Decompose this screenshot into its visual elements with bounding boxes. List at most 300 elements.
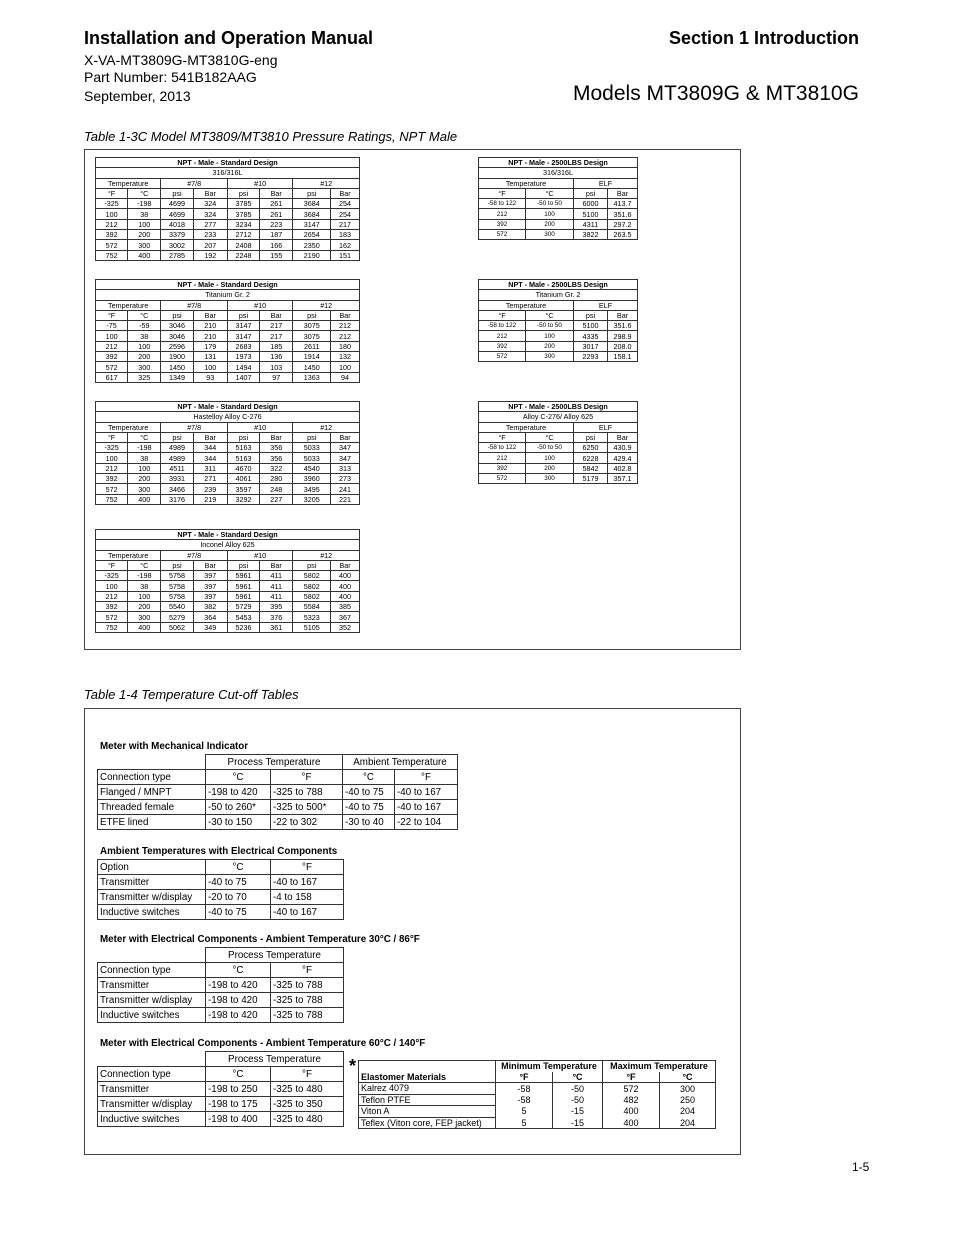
table-cell: 100 xyxy=(128,591,161,601)
table-cell: -58 xyxy=(496,1083,553,1095)
table-cell: 1349 xyxy=(161,372,193,382)
table-cell: 263.5 xyxy=(608,230,638,240)
group-header: ELF xyxy=(574,178,638,188)
table-cell: 311 xyxy=(193,463,227,473)
group-header: Temperature xyxy=(479,422,574,432)
min-temp-header: Minimum Temperature xyxy=(496,1061,603,1072)
table-cell: 5961 xyxy=(227,581,259,591)
table-cell: 411 xyxy=(260,581,293,591)
col-header: °C xyxy=(206,963,271,978)
table-cell: 200 xyxy=(128,602,161,612)
table-cell: 572 xyxy=(479,352,526,362)
table-cell: -50 to 50 xyxy=(526,199,574,209)
table-cell: 248 xyxy=(260,484,293,494)
unit-header: °F xyxy=(96,560,128,570)
table-cell: 5100 xyxy=(574,321,608,331)
table-row xyxy=(98,1082,344,1097)
table-row xyxy=(98,1112,344,1127)
table-cell: 1914 xyxy=(293,352,331,362)
table-cell: 5033 xyxy=(293,443,331,453)
table-cell: 2683 xyxy=(227,341,259,351)
unit-header: °F xyxy=(603,1072,660,1083)
col-header: Connection type xyxy=(98,963,206,978)
table-cell: 261 xyxy=(260,199,293,209)
table-cell: 212 xyxy=(96,341,128,351)
table-cell: 158.1 xyxy=(608,352,638,362)
table-cell: 3147 xyxy=(227,331,259,341)
table-cell: 572 xyxy=(479,230,526,240)
table-cell: 3046 xyxy=(161,321,193,331)
table-cell: 3379 xyxy=(161,230,193,240)
table-cell: 3205 xyxy=(293,494,331,504)
table-cell: 212 xyxy=(479,331,526,341)
table-cell: 364 xyxy=(193,612,227,622)
table-cell: 2248 xyxy=(227,250,259,260)
table-cell: 5163 xyxy=(227,443,259,453)
table-cell: 3075 xyxy=(293,331,331,341)
table-cell: 4699 xyxy=(161,209,193,219)
unit-header: Bar xyxy=(608,432,638,442)
table-row xyxy=(96,463,360,473)
table-row xyxy=(98,815,458,830)
table-cell: 212 xyxy=(96,463,128,473)
blank-cell xyxy=(98,755,206,770)
table-cell: 300 xyxy=(526,230,574,240)
table-cell: 38 xyxy=(128,581,161,591)
table-cell: 151 xyxy=(331,250,360,260)
table-cell: -15 xyxy=(553,1106,603,1118)
table-row xyxy=(98,993,344,1008)
table-title: NPT - Male - 2500LBS Design xyxy=(479,402,638,412)
table-cell: 6250 xyxy=(574,443,608,453)
table-cell: -40 to 75 xyxy=(206,905,271,920)
table-cell: 200 xyxy=(128,230,161,240)
table-cell: -15 xyxy=(553,1117,603,1129)
unit-header: Bar xyxy=(331,310,360,320)
table-cell: 300 xyxy=(128,612,161,622)
table-cell: 5802 xyxy=(293,591,331,601)
col-header: Connection type xyxy=(98,770,206,785)
table-cell: -50 to 50 xyxy=(526,321,574,331)
unit-header: Bar xyxy=(260,310,293,320)
table-cell: 100 xyxy=(96,209,128,219)
table-cell: 204 xyxy=(660,1117,716,1129)
publication-date: September, 2013 xyxy=(84,88,191,104)
table-row xyxy=(96,199,360,209)
table-cell: 132 xyxy=(331,352,360,362)
table-cell: 5842 xyxy=(574,463,608,473)
unit-header: psi xyxy=(574,188,608,198)
process-temp-header: Process Temperature xyxy=(206,1052,344,1067)
unit-header: Bar xyxy=(331,188,360,198)
table-cell: 300 xyxy=(660,1083,716,1095)
table-cell: 2654 xyxy=(293,230,331,240)
table-cell: 5540 xyxy=(161,602,193,612)
table-cell: 5323 xyxy=(293,612,331,622)
table-cell: 5802 xyxy=(293,581,331,591)
table-cell: 2785 xyxy=(161,250,193,260)
table-cell: 411 xyxy=(260,591,293,601)
table-cell: 313 xyxy=(331,463,360,473)
table-cell: ETFE lined xyxy=(98,815,206,830)
table-row xyxy=(96,591,360,601)
table-cell: -40 to 75 xyxy=(343,785,395,800)
process-temp-header: Process Temperature xyxy=(206,948,344,963)
unit-header: °F xyxy=(479,310,526,320)
table-cell: 187 xyxy=(260,230,293,240)
table-cell: 3466 xyxy=(161,484,193,494)
unit-header: Bar xyxy=(608,188,638,198)
table-cell: 400 xyxy=(128,250,161,260)
table-row xyxy=(98,1008,344,1023)
elec-60c-title: Meter with Electrical Components - Ambient Temperature 60°C / 140°F xyxy=(100,1038,426,1049)
table-cell: Inductive switches xyxy=(98,1112,206,1127)
table-row xyxy=(96,494,360,504)
unit-header: psi xyxy=(161,310,193,320)
table-cell: 3046 xyxy=(161,331,193,341)
unit-header: °F xyxy=(479,188,526,198)
table-cell: -40 to 75 xyxy=(206,875,271,890)
table-cell: 219 xyxy=(193,494,227,504)
table-cell: 752 xyxy=(96,494,128,504)
table-cell: 413.7 xyxy=(608,199,638,209)
table-cell: 254 xyxy=(331,209,360,219)
table-cell: 3234 xyxy=(227,219,259,229)
table-row xyxy=(479,321,638,331)
table-cell: -198 xyxy=(128,443,161,453)
table-cell: 5758 xyxy=(161,571,193,581)
table-cell: 210 xyxy=(193,331,227,341)
table-cell: 183 xyxy=(331,230,360,240)
npt-2500lbs-table xyxy=(478,401,638,484)
table-cell: 100 xyxy=(331,362,360,372)
material-name: 316/316L xyxy=(479,168,638,178)
table-row xyxy=(479,230,638,240)
table-cell: -59 xyxy=(128,321,161,331)
table-cell: 1494 xyxy=(227,362,259,372)
table-row xyxy=(479,199,638,209)
table-cell: Transmitter xyxy=(98,978,206,993)
table-cell: 212 xyxy=(331,331,360,341)
unit-header: °F xyxy=(496,1072,553,1083)
table-cell: 3495 xyxy=(293,484,331,494)
table-cell: 385 xyxy=(331,602,360,612)
table-cell: -22 to 302 xyxy=(271,815,343,830)
material-name: Alloy C-276/ Alloy 625 xyxy=(479,412,638,422)
table-cell: 4540 xyxy=(293,463,331,473)
table-cell: 400 xyxy=(331,581,360,591)
table-cell: 1900 xyxy=(161,352,193,362)
table-cell: 4061 xyxy=(227,474,259,484)
table-cell: 3017 xyxy=(574,341,608,351)
table-cell: 166 xyxy=(260,240,293,250)
group-header: ELF xyxy=(574,300,638,310)
table-row xyxy=(96,352,360,362)
unit-header: Bar xyxy=(260,432,293,442)
table-cell: -40 to 167 xyxy=(271,905,344,920)
table-cell: 221 xyxy=(331,494,360,504)
unit-header: °F xyxy=(96,188,128,198)
blank-cell xyxy=(98,1052,206,1067)
table-cell: 273 xyxy=(331,474,360,484)
process-temp-header: Process Temperature xyxy=(206,755,343,770)
elec-30c-table xyxy=(97,947,344,1023)
table-cell: 572 xyxy=(96,240,128,250)
table-cell: 5453 xyxy=(227,612,259,622)
table-cell: 5961 xyxy=(227,591,259,601)
col-header: °F xyxy=(271,1067,344,1082)
unit-header: °C xyxy=(128,188,161,198)
table-cell: 400 xyxy=(603,1117,660,1129)
table-cell: 392 xyxy=(479,463,526,473)
table-cell: 3002 xyxy=(161,240,193,250)
unit-header: psi xyxy=(227,188,259,198)
table-cell: Threaded female xyxy=(98,800,206,815)
table-cell: 324 xyxy=(193,209,227,219)
table-cell: Flanged / MNPT xyxy=(98,785,206,800)
table-row xyxy=(96,240,360,250)
table-cell: -325 to 350 xyxy=(271,1097,344,1112)
material-name: Titanium Gr. 2 xyxy=(96,290,360,300)
table-cell: 2408 xyxy=(227,240,259,250)
table-cell: 344 xyxy=(193,443,227,453)
group-header: #10 xyxy=(227,178,292,188)
manual-title: Installation and Operation Manual xyxy=(84,28,374,48)
table-cell: 397 xyxy=(193,571,227,581)
table-row xyxy=(98,800,458,815)
table-cell: 382 xyxy=(193,602,227,612)
table-cell: -198 to 420 xyxy=(206,978,271,993)
table-cell: 5729 xyxy=(227,602,259,612)
table-row xyxy=(98,1097,344,1112)
table-row xyxy=(98,785,458,800)
table-cell: -325 xyxy=(96,199,128,209)
table-cell: 482 xyxy=(603,1094,660,1106)
table-cell: 212 xyxy=(331,321,360,331)
table-cell: 100 xyxy=(96,453,128,463)
table-cell: 3785 xyxy=(227,199,259,209)
table-cell: 400 xyxy=(331,591,360,601)
table-cell: 100 xyxy=(128,341,161,351)
unit-header: psi xyxy=(574,432,608,442)
table-cell: 572 xyxy=(96,612,128,622)
table-cell: 254 xyxy=(331,199,360,209)
table-row xyxy=(96,372,360,382)
unit-header: psi xyxy=(293,432,331,442)
col-header: °F xyxy=(271,963,344,978)
table-cell: 352 xyxy=(331,622,360,632)
table-row xyxy=(96,571,360,581)
table-cell: Transmitter w/display xyxy=(98,993,206,1008)
table-cell: 298.9 xyxy=(608,331,638,341)
table-cell: 361 xyxy=(260,622,293,632)
table-cell: 3176 xyxy=(161,494,193,504)
table-cell: 200 xyxy=(526,219,574,229)
table-cell: -325 to 788 xyxy=(271,993,344,1008)
unit-header: °C xyxy=(128,310,161,320)
table-cell: 392 xyxy=(96,230,128,240)
table-cell: 2712 xyxy=(227,230,259,240)
table-cell: 94 xyxy=(331,372,360,382)
table-cell: 5758 xyxy=(161,591,193,601)
table-cell: 3147 xyxy=(293,219,331,229)
table-cell: 351.6 xyxy=(608,321,638,331)
unit-header: °C xyxy=(553,1072,603,1083)
table-row xyxy=(96,362,360,372)
material-name: Inconel Alloy 625 xyxy=(96,540,360,550)
table-cell: Teflon PTFE xyxy=(359,1094,496,1106)
table-cell: 217 xyxy=(260,321,293,331)
table-1-4-caption: Table 1-4 Temperature Cut-off Tables xyxy=(84,687,299,702)
material-name: Hastelloy Alloy C-276 xyxy=(96,412,360,422)
mech-indicator-table xyxy=(97,754,458,830)
table-cell: 357.1 xyxy=(608,474,638,484)
table-cell: 572 xyxy=(96,484,128,494)
table-cell: 572 xyxy=(96,362,128,372)
npt-2500lbs-table xyxy=(478,157,638,240)
group-header: Temperature xyxy=(96,422,161,432)
table-cell: 349 xyxy=(193,622,227,632)
table-cell: 397 xyxy=(193,581,227,591)
table-cell: 411 xyxy=(260,571,293,581)
table-cell: 5961 xyxy=(227,571,259,581)
table-cell: 3822 xyxy=(574,230,608,240)
table-row xyxy=(96,602,360,612)
table-cell: 397 xyxy=(193,591,227,601)
footnote-asterisk: * xyxy=(349,1056,357,1076)
col-header: °C xyxy=(206,770,271,785)
table-row xyxy=(96,443,360,453)
table-cell: 212 xyxy=(96,591,128,601)
group-header: #10 xyxy=(227,550,292,560)
table-row xyxy=(359,1117,716,1129)
table-cell: 300 xyxy=(526,352,574,362)
table-cell: 271 xyxy=(193,474,227,484)
table-cell: 3785 xyxy=(227,209,259,219)
npt-standard-table xyxy=(95,529,360,633)
table-cell: -58 xyxy=(496,1094,553,1106)
table-cell: 392 xyxy=(96,474,128,484)
table-cell: 400 xyxy=(128,494,161,504)
table-cell: 204 xyxy=(660,1106,716,1118)
table-cell: 376 xyxy=(260,612,293,622)
table-cell: 400 xyxy=(331,571,360,581)
table-cell: 4511 xyxy=(161,463,193,473)
table-cell: 324 xyxy=(193,199,227,209)
table-cell: 227 xyxy=(260,494,293,504)
table-row xyxy=(479,331,638,341)
table-cell: 1450 xyxy=(293,362,331,372)
table-row xyxy=(359,1083,716,1095)
table-cell: 4018 xyxy=(161,219,193,229)
table-cell: 233 xyxy=(193,230,227,240)
unit-header: Bar xyxy=(608,310,638,320)
table-cell: 5758 xyxy=(161,581,193,591)
material-name: 316/316L xyxy=(96,168,360,178)
unit-header: °F xyxy=(96,432,128,442)
table-row xyxy=(96,453,360,463)
table-row xyxy=(96,209,360,219)
table-cell: -30 to 40 xyxy=(343,815,395,830)
table-cell: 395 xyxy=(260,602,293,612)
table-row xyxy=(96,622,360,632)
table-cell: -30 to 150 xyxy=(206,815,271,830)
table-cell: -4 to 158 xyxy=(271,890,344,905)
table-cell: -22 to 104 xyxy=(395,815,458,830)
table-cell: Teflex (Viton core, FEP jacket) xyxy=(359,1117,496,1129)
npt-2500lbs-table xyxy=(478,279,638,362)
table-cell: 217 xyxy=(331,219,360,229)
table-cell: 297.2 xyxy=(608,219,638,229)
table-cell: 180 xyxy=(331,341,360,351)
table-cell: 3684 xyxy=(293,209,331,219)
table-cell: -198 to 420 xyxy=(206,785,271,800)
table-cell: 192 xyxy=(193,250,227,260)
table-cell: 752 xyxy=(96,250,128,260)
table-cell: 392 xyxy=(96,602,128,612)
table-cell: 4670 xyxy=(227,463,259,473)
table-cell: 103 xyxy=(260,362,293,372)
table-cell: 6228 xyxy=(574,453,608,463)
table-cell: 2350 xyxy=(293,240,331,250)
table-cell: 300 xyxy=(128,362,161,372)
table-cell: 4335 xyxy=(574,331,608,341)
table-row xyxy=(96,250,360,260)
unit-header: psi xyxy=(227,310,259,320)
table-row xyxy=(96,341,360,351)
table-cell: 212 xyxy=(479,453,526,463)
table-cell: -198 xyxy=(128,199,161,209)
table-cell: -40 to 75 xyxy=(343,800,395,815)
table-cell: 5033 xyxy=(293,453,331,463)
table-cell: -325 to 788 xyxy=(271,1008,344,1023)
table-cell: 5179 xyxy=(574,474,608,484)
unit-header: Bar xyxy=(331,432,360,442)
table-cell: 212 xyxy=(479,209,526,219)
table-cell: 208.0 xyxy=(608,341,638,351)
unit-header: psi xyxy=(293,310,331,320)
unit-header: °C xyxy=(660,1072,716,1083)
table-cell: -325 xyxy=(96,443,128,453)
page-number: 1-5 xyxy=(852,1160,870,1174)
group-header: #7/8 xyxy=(161,178,228,188)
table-cell: -40 to 167 xyxy=(395,785,458,800)
table-row xyxy=(96,321,360,331)
table-row xyxy=(479,209,638,219)
npt-standard-table xyxy=(95,279,360,383)
unit-header: °C xyxy=(128,432,161,442)
table-cell: 3597 xyxy=(227,484,259,494)
unit-header: °C xyxy=(128,560,161,570)
table-cell: 100 xyxy=(526,331,574,341)
table-cell: -325 to 480 xyxy=(271,1082,344,1097)
table-cell: -50 to 50 xyxy=(526,443,574,453)
unit-header: °C xyxy=(526,432,574,442)
group-header: #12 xyxy=(293,300,360,310)
unit-header: psi xyxy=(161,560,193,570)
table-cell: 100 xyxy=(128,219,161,229)
unit-header: Bar xyxy=(331,560,360,570)
table-cell: 344 xyxy=(193,453,227,463)
table-cell: 100 xyxy=(96,581,128,591)
table-cell: 200 xyxy=(526,341,574,351)
table-row xyxy=(96,612,360,622)
elastomer-table xyxy=(358,1060,716,1129)
table-cell: 572 xyxy=(479,474,526,484)
table-cell: 2190 xyxy=(293,250,331,260)
table-cell: 1973 xyxy=(227,352,259,362)
table-cell: 5279 xyxy=(161,612,193,622)
